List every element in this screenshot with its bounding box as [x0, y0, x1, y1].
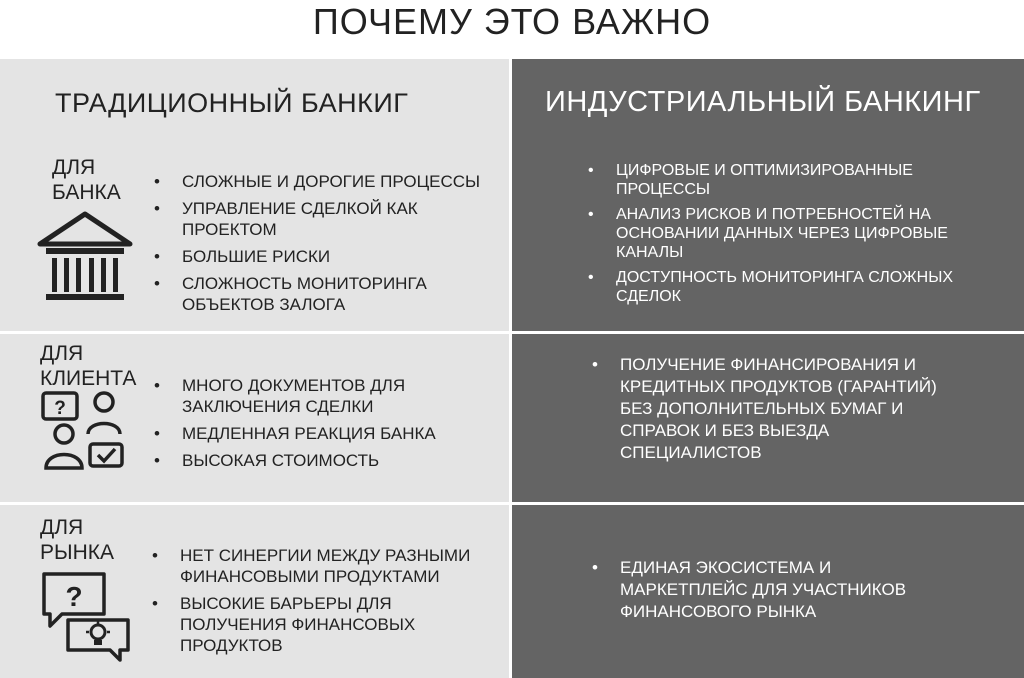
row-label-line2: КЛИЕНТА: [40, 367, 137, 390]
list-item: • УПРАВЛЕНИЕ СДЕЛКОЙ КАК ПРОЕКТОМ: [152, 198, 497, 240]
header-industrial-banking: ИНДУСТРИАЛЬНЫЙ БАНКИНГ: [545, 86, 981, 118]
list-item: • СЛОЖНЫЕ И ДОРОГИЕ ПРОЦЕССЫ: [152, 171, 497, 192]
row-market-right-list: [590, 557, 920, 623]
header-traditional-banking: ТРАДИЦИОННЫЙ БАНКИГ: [55, 88, 409, 118]
question-idea-chat-icon: [40, 570, 134, 664]
row-label-bank: [52, 155, 121, 205]
row-market-left-list: [150, 545, 500, 662]
list-item: • ПОЛУЧЕНИЕ ФИНАНСИРОВАНИЯ И КРЕДИТНЫХ ПРОДУКТОВ (ГАРАНТИЙ) БЕЗ ДОПОЛНИТЕЛЬНЫХ БУМАГ И СПРАВОК И БЕЗ ВЫЕЗДА СПЕЦИАЛИСТОВ: [590, 354, 960, 464]
row-bank-left-list: [152, 171, 497, 321]
client-consultation-icon: [40, 390, 128, 474]
page-title: ПОЧЕМУ ЭТО ВАЖНО: [312, 1, 712, 42]
row-label-line1: ДЛЯ: [40, 342, 84, 365]
row-label-market: [40, 515, 114, 565]
row-bank-right-list: [586, 161, 976, 312]
list-item: • МНОГО ДОКУМЕНТОВ ДЛЯ ЗАКЛЮЧЕНИЯ СДЕЛКИ: [152, 375, 497, 417]
bank-building-icon: [36, 210, 134, 306]
list-item: • ВЫСОКАЯ СТОИМОСТЬ: [152, 450, 497, 471]
list-item: • ВЫСОКИЕ БАРЬЕРЫ ДЛЯ ПОЛУЧЕНИЯ ФИНАНСОВЫХ ПРОДУКТОВ: [150, 593, 500, 656]
svg-text:?: ?: [54, 398, 66, 419]
list-item: • ЦИФРОВЫЕ И ОПТИМИЗИРОВАННЫЕ ПРОЦЕССЫ: [586, 161, 976, 199]
row-label-line1: ДЛЯ: [40, 516, 84, 539]
list-item: • МЕДЛЕННАЯ РЕАКЦИЯ БАНКА: [152, 423, 497, 444]
list-item: • АНАЛИЗ РИСКОВ И ПОТРЕБНОСТЕЙ НА ОСНОВАНИИ ДАННЫХ ЧЕРЕЗ ЦИФРОВЫЕ КАНАЛЫ: [586, 205, 976, 262]
row-client-right-list: [590, 354, 960, 464]
row-label-line1: ДЛЯ: [52, 156, 96, 179]
list-item: • БОЛЬШИЕ РИСКИ: [152, 246, 497, 267]
row-client-left-list: [152, 375, 497, 477]
list-item: • НЕТ СИНЕРГИИ МЕЖДУ РАЗНЫМИ ФИНАНСОВЫМИ ПРОДУКТАМИ: [150, 545, 500, 587]
row-label-line2: РЫНКА: [40, 541, 115, 564]
list-item: • ДОСТУПНОСТЬ МОНИТОРИНГА СЛОЖНЫХ СДЕЛОК: [586, 268, 976, 306]
row-label-line2: БАНКА: [52, 181, 121, 204]
list-item: • ЕДИНАЯ ЭКОСИСТЕМА И МАРКЕТПЛЕЙС ДЛЯ УЧАСТНИКОВ ФИНАНСОВОГО РЫНКА: [590, 557, 920, 623]
row-label-client: [40, 341, 136, 391]
list-item: • СЛОЖНОСТЬ МОНИТОРИНГА ОБЪЕКТОВ ЗАЛОГА: [152, 273, 497, 315]
svg-text:?: ?: [65, 581, 83, 612]
